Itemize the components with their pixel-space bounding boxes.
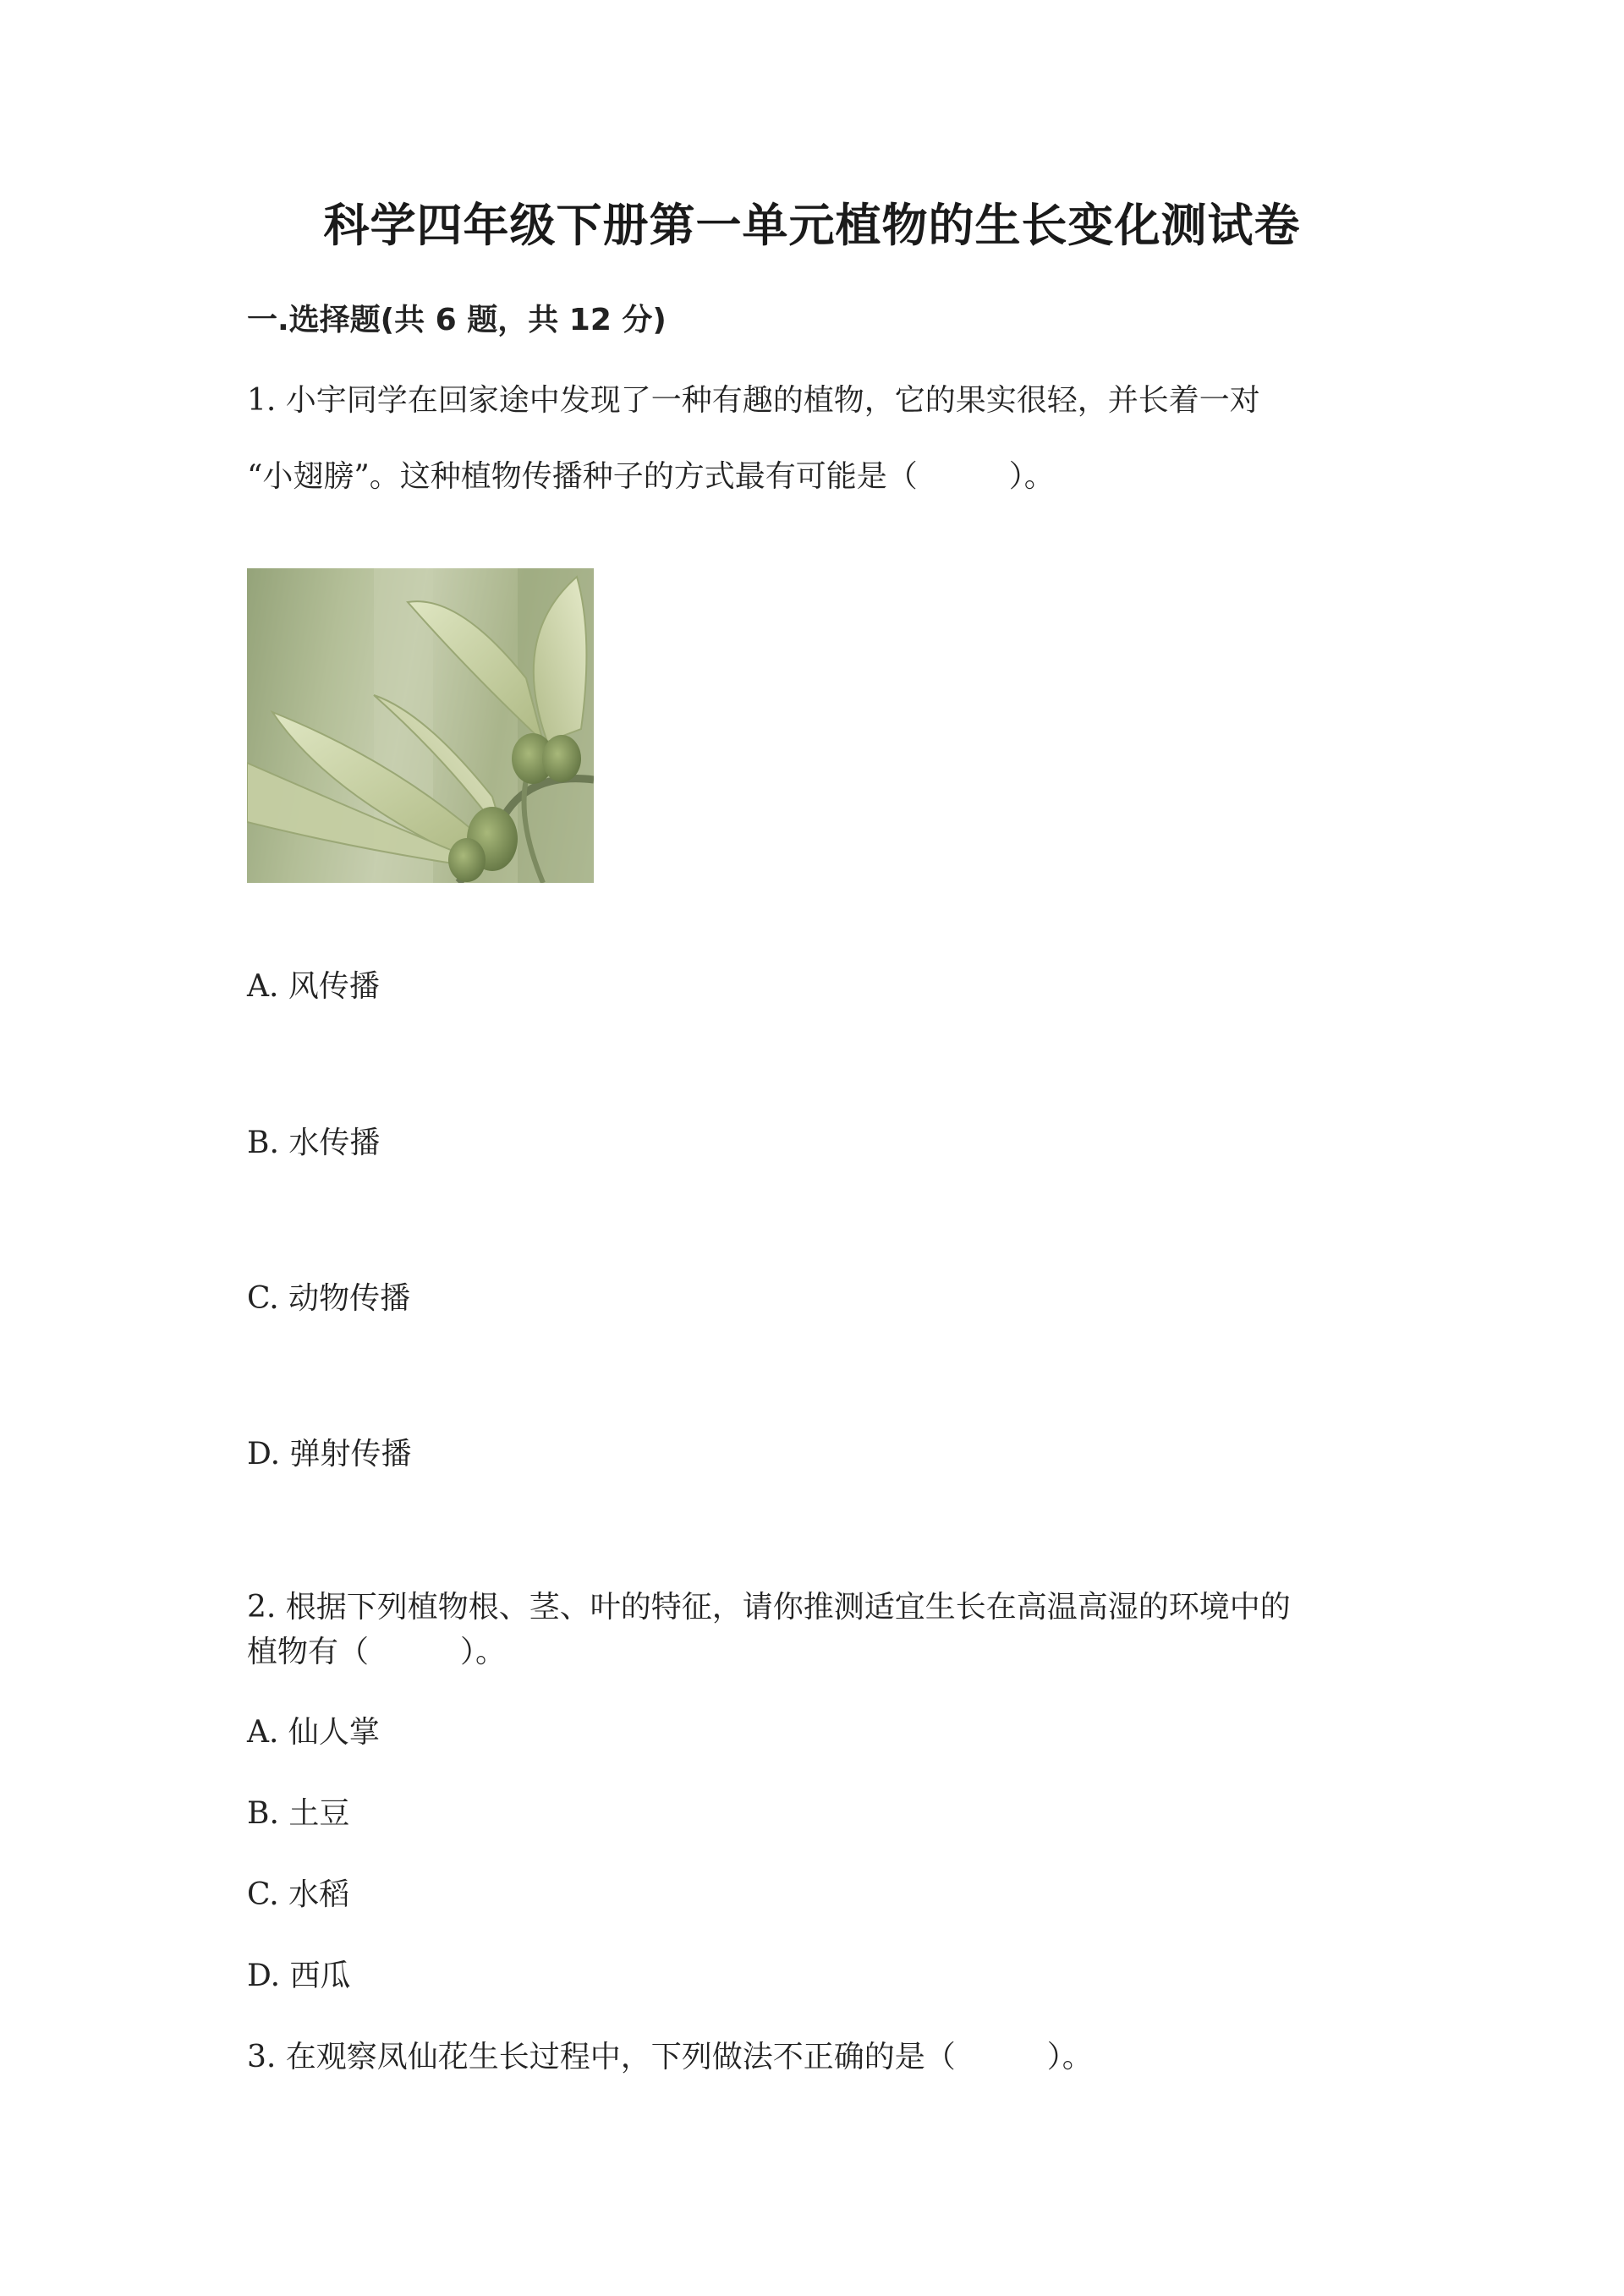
- question-1-option-a: A. 风传播: [247, 969, 380, 1004]
- maple-samara-photo: [247, 568, 594, 883]
- page-title: 科学四年级下册第一单元植物的生长变化测试卷: [323, 199, 1301, 252]
- section-heading: 一.选择题(共 6 题，共 12 分): [247, 303, 667, 337]
- question-1-option-c: C. 动物传播: [247, 1281, 411, 1316]
- question-1-option-d: D. 弹射传播: [247, 1437, 412, 1471]
- question-2-option-c: C. 水稻: [247, 1877, 350, 1912]
- question-1-option-b: B. 水传播: [247, 1126, 381, 1160]
- question-2-option-a: A. 仙人掌: [247, 1715, 380, 1750]
- question-1-text-line-1: 1. 小宇同学在回家途中发现了一种有趣的植物，它的果实很轻，并长着一对: [247, 383, 1260, 418]
- question-2-text-line-1: 2. 根据下列植物根、茎、叶的特征，请你推测适宜生长在高温高湿的环境中的: [247, 1590, 1291, 1625]
- question-2-option-d: D. 西瓜: [247, 1959, 351, 1993]
- question-2-text-line-2: 植物有（ ）。: [247, 1635, 507, 1669]
- question-3-text-line-1: 3. 在观察凤仙花生长过程中，下列做法不正确的是（ ）。: [247, 2040, 1093, 2074]
- question-2-option-b: B. 土豆: [247, 1796, 350, 1831]
- question-1-text-line-2: “小翅膀”。这种植物传播种子的方式最有可能是（ ）。: [247, 459, 1055, 494]
